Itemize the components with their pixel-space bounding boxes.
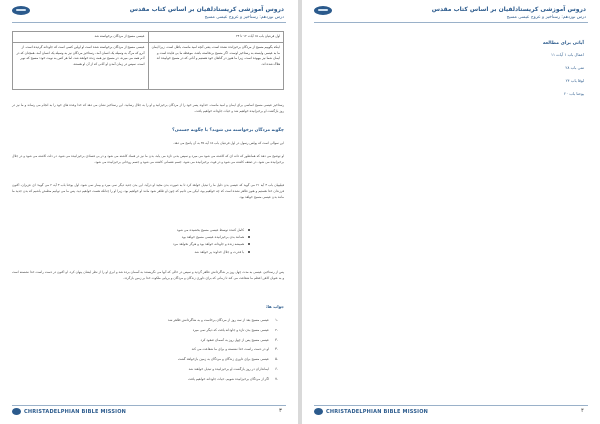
study-verses-title: آیاتی برای مطالعه	[542, 41, 584, 46]
header-subtitle: درس نوزدهم: رستاخیز و عروج عیسی مسیح	[204, 15, 284, 20]
page-footer	[12, 405, 286, 416]
verse-reference: یوحنا باب ۲۰	[564, 91, 584, 96]
page-header	[432, 6, 586, 20]
bullet-icon	[248, 243, 250, 245]
paragraph: این سوالی است که پولس رسول در اول قرنتیان باب ۱۵ آیه ۳۵ به آن پاسخ می دهد.	[173, 141, 284, 145]
page-footer	[314, 405, 588, 416]
cbm-logo-icon	[12, 6, 30, 15]
table-header-cell: عیسی مسیح از مردگان برخواسته شد	[13, 32, 149, 43]
list-item: همانند بدن برخیزانیده عیسی مسیح خواهد بود	[50, 234, 250, 241]
paragraph: فیلیپیان باب ۳ آیه ۲۱ می گوید که عیسی بدن ذلیل ما را تبدیل خواهد کرد تا به صورت بدن مجید او درآید. این بدن جدید دیگر نمی میرد و بیمار نمی شود. اول یوحنا باب ۳ آیه ۲ می گوید: ای عزیزان، اکنون فرزندان خدا هستیم و هنوز ظاهر نشده است که چه خواهیم بود، لیکن می دانیم که چون او ظاهر شود مانند او خواهیم بود، زیرا او را چنانکه هست خواهیم دید. پس ما می توانیم مطمئن باشیم که بدن جدید ما مانند بدن عیسی مسیح خواهد بود.	[12, 183, 284, 200]
header-divider	[12, 22, 286, 23]
header-divider	[314, 22, 588, 23]
list-item: .۷اگر از مردگان برخیزانیده شویم، حیات جاودانه خواهیم یافت	[188, 376, 278, 381]
cbm-footer-logo-icon	[12, 408, 21, 415]
list-item: .۵عیسی مسیح برای داوری زندگان و مردگان به زمین بازخواهد گشت	[177, 357, 278, 362]
cbm-logo-icon	[314, 6, 332, 15]
verse-reference: اعمال باب ۱ آیات ۱۱	[550, 52, 584, 57]
verse-reference: لوقا باب ۲۴	[565, 78, 584, 83]
table-header-cell: اول قرنتیان باب ۱۵ آیات ۱۲ تا ۲۴	[148, 32, 284, 43]
list-item: .۳عیسی مسیح پس از چهل روز به آسمان صعود کرد	[200, 337, 278, 342]
cbm-footer-logo-icon	[314, 408, 323, 415]
page-number: ۴	[581, 408, 584, 414]
answers-list	[38, 316, 278, 385]
list-item: .۴او در دست راست خدا نشسته و برای ما شفاعت می کند	[191, 347, 278, 352]
footer-brand: CHRISTADELPHIAN BIBLE MISSION	[326, 409, 429, 415]
bullet-icon	[248, 236, 250, 238]
list-item: .۲عیسی مسیح بدن تازه و جاودانه یافت که دیگر نمی میرد	[192, 327, 278, 332]
footer-brand: CHRISTADELPHIAN BIBLE MISSION	[24, 409, 127, 415]
table-cell: اینکه بگوییم مسیح از مردگان برخیزانده نشده است، یعنی آنچه امید ماست باطل است. زیرا ایمان ما به عیسی وابسته به رستاخیز اوست. اگر مسیح برنخاسته باشد، موعظه ما بی فایده است و ایمان شما نیز بیهوده است، زیرا ما هنوز در گناهان خود هستیم و آنانی که در مسیح خوابیده اند هلاک شده اند.	[148, 43, 284, 90]
paragraph: پس از رستاخیز، عیسی به مدت چهل روز بر شاگردانش ظاهر گردید و سپس در حالی که آنها می نگریستند به آسمان برده شد و ابری او را از نظر ایشان پنهان کرد. او اکنون در دست راست خدا نشسته است و به عنوان کاهن اعظم ما شفاعت می کند تا زمانی که برای داوری زندگان و مردگان و برپایی ملکوت خدا بر زمین بازگردد.	[12, 270, 284, 281]
header-title: دروس آموزشی کریستادلفیان بر اساس کتاب مقدس	[129, 6, 284, 13]
left-page	[0, 0, 298, 424]
answers-title: جواب ها:	[265, 304, 284, 309]
bullet-icon	[248, 229, 250, 231]
list-item: کامل کننده توسط عیسی مسیح بخشیده می شود	[50, 227, 250, 234]
paragraph: رستاخیز عیسی مسیح اساسی برای ایمان و امید ماست. خداوند پسر خود را از مردگان برخیزانید و او را به جلال رسانید. این رستاخیز نشان می دهد که خدا وعده های خود را به انجام می رساند و ما نیز در روز بازگشت او برخیزانیده خواهیم شد و حیات جاودانه خواهیم یافت.	[12, 103, 284, 114]
header-subtitle: درس نوزدهم: رستاخیز و عروج عیسی مسیح	[506, 15, 586, 20]
bullet-icon	[248, 251, 250, 253]
right-page	[302, 0, 600, 424]
list-item: .۱عیسی مسیح بعد از سه روز از مردگان برخاست و به شاگردانش ظاهر شد	[167, 318, 278, 322]
page-header	[130, 6, 284, 20]
section-title: چگونه مردگان برخواسته می شوند؟ با چگونه جسمی؟	[172, 128, 284, 133]
list-item: .۶ایمانداران در روز بازگشت او برخیزانیده و تبدیل خواهند شد	[188, 366, 278, 371]
list-item: با قدرت و جلال خداوند پر خواهد شد	[50, 249, 250, 256]
list-item: همیشه زنده و جاودانه خواهد بود و هرگز نخواهد مرد	[50, 241, 250, 248]
verse-table	[12, 31, 284, 90]
table-cell: عیسی مسیح از مردگان برخواسته شده است او اولین کسی است که جاودانه گردیده است. از آنرو که مرگ به وسیله یک انسان آمد، رستاخیز مردگان نیز به وسیله یک انسان آمد. همچنان که در آدم همه می میرند، در مسیح نیز همه زنده خواهند شد، اما هر کس به نوبت خود: مسیح که نوبر است، سپس در زمان آمدن او آنانی که از آن او هستند.	[13, 43, 149, 90]
page-number: ۳	[279, 408, 282, 414]
paragraph: او توضیح می دهد که همانطور که دانه ای که کاشته می شود می میرد و سپس بدنی تازه می یابد، بدن ما نیز در فساد کاشته می شود و در بی فسادی برخیزانیده می شود. در ذلت کاشته می شود و در جلال برخیزانیده می شود. در ضعف کاشته می شود و در قوت برخیزانیده می شود. جسم نفسانی کاشته می شود و جسم روحانی برخیزانیده می شود.	[12, 154, 284, 165]
bullet-list	[50, 227, 250, 256]
verse-reference: متی باب ۲۸	[565, 65, 584, 70]
header-title: دروس آموزشی کریستادلفیان بر اساس کتاب مقدس	[431, 6, 586, 13]
